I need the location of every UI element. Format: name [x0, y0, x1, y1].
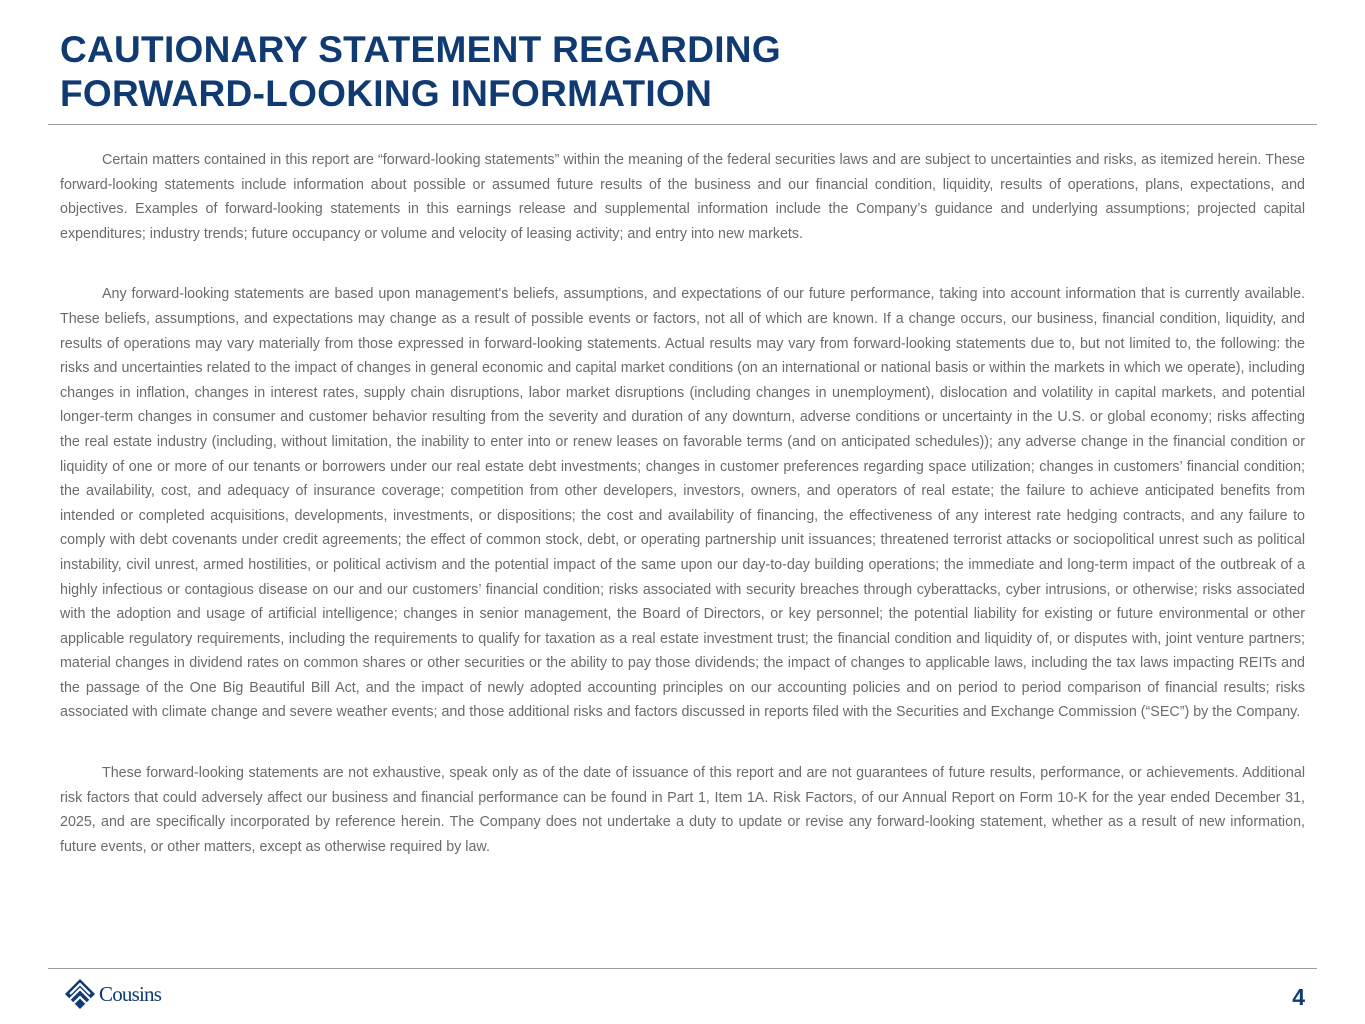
footer-divider: [48, 968, 1317, 969]
paragraph-disclaimer: These forward-looking statements are not exhaustive, speak only as of the date of issuance of this report and are not guarantees of future results, performance, or achievements. Additional risk factors that could adversely affect our business and financial performance can be found in Part 1, Item 1A. Risk Factors, of our Annual Report on Form 10-K for the year ended December 31, 2025, and are specifically incorporated by reference herein. The Company does not undertake a duty to update or revise any forward-looking statement, whether as a result of new information, future events, or other matters, except as otherwise required by law.: [60, 765, 1305, 855]
page-title-line-2: FORWARD-LOOKING INFORMATION: [60, 73, 713, 114]
header-divider: [48, 124, 1317, 125]
page-title: [60, 28, 960, 116]
cousins-logo-icon: [64, 978, 96, 1010]
logo-wordmark: Cousins: [99, 982, 162, 1006]
company-logo: [64, 978, 161, 1010]
statement-body: [60, 148, 1305, 895]
page-title-line-1: CAUTIONARY STATEMENT REGARDING: [60, 29, 781, 70]
paragraph-intro: Certain matters contained in this report are “forward-looking statements” within the meaning of the federal securities laws and are subject to uncertainties and risks, as itemized herein. These forward-looking statements include information about possible or assumed future results of the business and our financial condition, liquidity, results of operations, plans, expectations, and objectives. Examples of forward-looking statements in this earnings release and supplemental information include the Company’s guidance and underlying assumptions; projected capital expenditures; industry trends; future occupancy or volume and velocity of leasing activity; and entry into new markets.: [60, 152, 1305, 242]
paragraph-risk-factors: Any forward-looking statements are based upon management's beliefs, assumptions, and expectations of our future performance, taking into account information that is currently available. These beliefs, assumptions, and expectations may change as a result of possible events or factors, not all of which are known. If a change occurs, our business, financial condition, liquidity, and results of operations may vary materially from those expressed in forward-looking statements. Actual results may vary from forward-looking statements due to, but not limited to, the following: the risks and uncertainties related to the impact of changes in general economic and capital market conditions (on an international or national basis or within the markets in which we operate), including changes in inflation, changes in interest rates, supply chain disruptions, labor market disruptions (including changes in unemployment), dislocation and volatility in capital markets, and potential longer-term changes in consumer and customer behavior resulting from the severity and duration of any downturn, adverse conditions or uncertainty in the U.S. or global economy; risks affecting the real estate industry (including, without limitation, the inability to enter into or renew leases on favorable terms (and on anticipated schedules)); any adverse change in the financial condition or liquidity of one or more of our tenants or borrowers under our real estate debt investments; changes in customer preferences regarding space utilization; changes in customers’ financial condition; the availability, cost, and adequacy of insurance coverage; competition from other developers, investors, owners, and operators of real estate; the failure to achieve anticipated benefits from intended or completed acquisitions, developments, investments, or dispositions; the cost and availability of financing, the effectiveness of any interest rate hedging contracts, and any failure to comply with debt covenants under credit agreements; the effect of common stock, debt, or operating partnership unit issuances; threatened terrorist attacks or sociopolitical unrest such as political instability, civil unrest, armed hostilities, or political activism and the potential impact of the same upon our day-to-day building operations; the immediate and long-term impact of the outbreak of a highly infectious or contagious disease on our and our customers’ financial condition; risks associated with security breaches through cyberattacks, cyber intrusions, or otherwise; risks associated with the adoption and usage of artificial intelligence; changes in senior management, the Board of Directors, or key personnel; the potential liability for existing or future environmental or other applicable regulatory requirements, including the requirements to qualify for taxation as a real estate investment trust; the financial condition and liquidity of, or disputes with, joint venture partners; material changes in dividend rates on common shares or other securities or the ability to pay those dividends; the impact of changes to applicable laws, including the tax laws impacting REITs and the passage of the One Big Beautiful Bill Act, and the impact of newly adopted accounting principles on our accounting policies and on period to period comparison of financial results; risks associated with climate change and severe weather events; and those additional risks and factors discussed in reports filed with the Securities and Exchange Commission (“SEC”) by the Company.: [60, 286, 1305, 721]
page-number: 4: [1292, 984, 1305, 1010]
